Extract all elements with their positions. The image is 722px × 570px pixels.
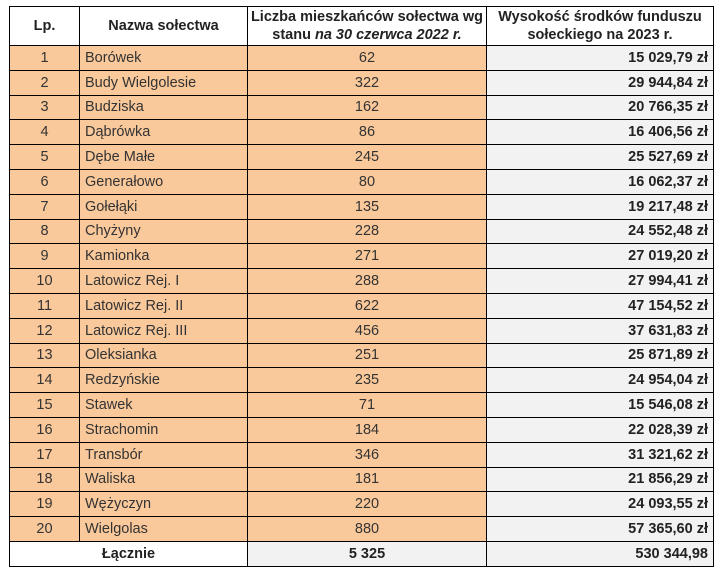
row-lp: 10 xyxy=(10,269,80,294)
row-fund: 31 321,62 zł xyxy=(487,442,714,467)
row-population: 184 xyxy=(248,417,487,442)
row-fund: 47 154,52 zł xyxy=(487,293,714,318)
row-lp: 15 xyxy=(10,393,80,418)
totals-label: Łącznie xyxy=(10,541,248,566)
table-row xyxy=(10,318,714,343)
table-row xyxy=(10,293,714,318)
row-name: Oleksianka xyxy=(80,343,248,368)
table-row xyxy=(10,244,714,269)
row-fund: 25 871,89 zł xyxy=(487,343,714,368)
row-name: Redzyńskie xyxy=(80,368,248,393)
row-population: 86 xyxy=(248,120,487,145)
row-fund: 57 365,60 zł xyxy=(487,517,714,542)
header-population-line1: Liczba mieszkańców sołectwa wg xyxy=(250,9,484,25)
row-name: Waliska xyxy=(80,467,248,492)
row-fund: 24 552,48 zł xyxy=(487,219,714,244)
row-population: 346 xyxy=(248,442,487,467)
row-lp: 13 xyxy=(10,343,80,368)
row-fund: 21 856,29 zł xyxy=(487,467,714,492)
row-lp: 9 xyxy=(10,244,80,269)
table-row xyxy=(10,492,714,517)
table-row xyxy=(10,417,714,442)
row-fund: 22 028,39 zł xyxy=(487,417,714,442)
row-population: 456 xyxy=(248,318,487,343)
row-population: 162 xyxy=(248,95,487,120)
row-population: 235 xyxy=(248,368,487,393)
row-fund: 37 631,83 zł xyxy=(487,318,714,343)
table-row xyxy=(10,120,714,145)
totals-fund: 530 344,98 xyxy=(487,541,714,566)
row-lp: 4 xyxy=(10,120,80,145)
table-row xyxy=(10,368,714,393)
row-population: 220 xyxy=(248,492,487,517)
row-population: 622 xyxy=(248,293,487,318)
row-lp: 12 xyxy=(10,318,80,343)
table-row xyxy=(10,517,714,542)
row-fund: 29 944,84 zł xyxy=(487,70,714,95)
table-row xyxy=(10,70,714,95)
row-lp: 3 xyxy=(10,95,80,120)
row-name: Generałowo xyxy=(80,169,248,194)
row-fund: 20 766,35 zł xyxy=(487,95,714,120)
row-lp: 8 xyxy=(10,219,80,244)
row-lp: 11 xyxy=(10,293,80,318)
row-name: Wielgolas xyxy=(80,517,248,542)
row-name: Dąbrówka xyxy=(80,120,248,145)
row-fund: 24 093,55 zł xyxy=(487,492,714,517)
row-name: Chyżyny xyxy=(80,219,248,244)
row-lp: 2 xyxy=(10,70,80,95)
row-population: 245 xyxy=(248,145,487,170)
totals-population: 5 325 xyxy=(248,541,487,566)
row-lp: 16 xyxy=(10,417,80,442)
row-fund: 19 217,48 zł xyxy=(487,194,714,219)
row-population: 271 xyxy=(248,244,487,269)
row-lp: 17 xyxy=(10,442,80,467)
row-lp: 7 xyxy=(10,194,80,219)
table-row xyxy=(10,95,714,120)
header-fund xyxy=(487,7,714,46)
row-name: Gołełąki xyxy=(80,194,248,219)
row-lp: 1 xyxy=(10,46,80,71)
row-name: Stawek xyxy=(80,393,248,418)
row-lp: 5 xyxy=(10,145,80,170)
row-population: 880 xyxy=(248,517,487,542)
table-row xyxy=(10,46,714,71)
table-row xyxy=(10,145,714,170)
table-row xyxy=(10,393,714,418)
table-row xyxy=(10,169,714,194)
row-lp: 19 xyxy=(10,492,80,517)
row-name: Budy Wielgolesie xyxy=(80,70,248,95)
table-row xyxy=(10,219,714,244)
row-population: 228 xyxy=(248,219,487,244)
row-lp: 18 xyxy=(10,467,80,492)
row-fund: 27 994,41 zł xyxy=(487,269,714,294)
table-row xyxy=(10,194,714,219)
row-name: Budziska xyxy=(80,95,248,120)
row-name: Latowicz Rej. II xyxy=(80,293,248,318)
row-population: 251 xyxy=(248,343,487,368)
fund-table xyxy=(9,6,714,567)
totals-row xyxy=(10,541,714,566)
row-fund: 25 527,69 zł xyxy=(487,145,714,170)
row-fund: 24 954,04 zł xyxy=(487,368,714,393)
row-population: 135 xyxy=(248,194,487,219)
row-name: Wężyczyn xyxy=(80,492,248,517)
table-row xyxy=(10,467,714,492)
row-name: Latowicz Rej. I xyxy=(80,269,248,294)
row-lp: 6 xyxy=(10,169,80,194)
header-fund-line1: Wysokość środków funduszu xyxy=(498,9,702,25)
table-row xyxy=(10,343,714,368)
header-population xyxy=(248,7,487,46)
row-population: 80 xyxy=(248,169,487,194)
table-row xyxy=(10,269,714,294)
header-fund-line2: sołeckiego na 2023 r. xyxy=(527,27,673,43)
row-lp: 14 xyxy=(10,368,80,393)
header-lp: Lp. xyxy=(10,7,80,46)
row-name: Dębe Małe xyxy=(80,145,248,170)
row-fund: 15 546,08 zł xyxy=(487,393,714,418)
row-name: Strachomin xyxy=(80,417,248,442)
row-population: 288 xyxy=(248,269,487,294)
row-name: Kamionka xyxy=(80,244,248,269)
header-population-line2: stanu na 30 czerwca 2022 r. xyxy=(272,27,462,43)
row-fund: 16 062,37 zł xyxy=(487,169,714,194)
row-population: 322 xyxy=(248,70,487,95)
row-fund: 16 406,56 zł xyxy=(487,120,714,145)
header-name: Nazwa sołectwa xyxy=(80,7,248,46)
row-name: Transbór xyxy=(80,442,248,467)
table-row xyxy=(10,442,714,467)
row-lp: 20 xyxy=(10,517,80,542)
row-fund: 15 029,79 zł xyxy=(487,46,714,71)
row-population: 71 xyxy=(248,393,487,418)
row-population: 181 xyxy=(248,467,487,492)
row-name: Latowicz Rej. III xyxy=(80,318,248,343)
row-fund: 27 019,20 zł xyxy=(487,244,714,269)
row-population: 62 xyxy=(248,46,487,71)
row-name: Borówek xyxy=(80,46,248,71)
table-header-row xyxy=(10,7,714,46)
